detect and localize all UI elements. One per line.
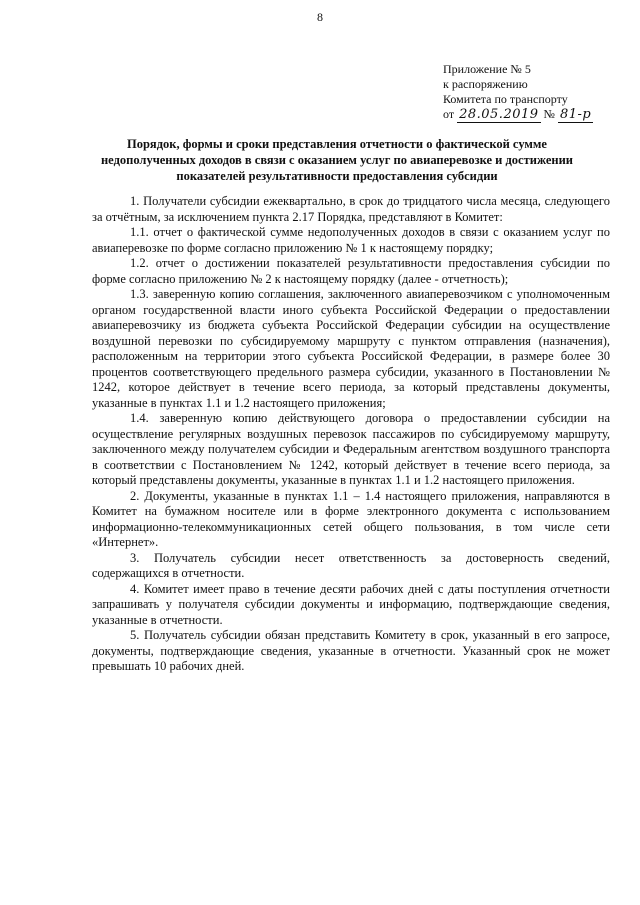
handwritten-number: 81-р bbox=[559, 107, 592, 122]
paragraph: 1.1. отчет о фактической сумме недополученных доходов в связи с оказанием услуг по авиаперевозке по форме согласно приложению № 1 к настоящему порядку; bbox=[92, 225, 610, 255]
number-prefix: № bbox=[543, 107, 555, 121]
paragraph: 4. Комитет имеет право в течение десяти рабочих дней с даты поступления отчетности запрашивать у получателя субсидии документы и информацию, подтверждающие сведения, указанные в отчетности. bbox=[92, 581, 610, 627]
paragraph: 1.2. отчет о достижении показателей результативности предоставления субсидии по форме согласно приложению № 2 к настоящему порядку (далее - отчетность); bbox=[92, 256, 610, 286]
paragraph: 5. Получатель субсидии обязан представить Комитету в срок, указанный в его запросе, документы, подтверждающие сведения, указанные в отчетности. Указанный срок не может превышать 10 рабочих дней. bbox=[92, 628, 610, 673]
paragraph: 2. Документы, указанные в пунктах 1.1 – 1.4 настоящего приложения, направляются в Комитет на бумажном носителе или в форме электронного документа с использованием информационно-телекоммуникационных сетей общего пользования, в том числе сети «Интернет». bbox=[92, 488, 610, 549]
appendix-line-2: к распоряжению bbox=[443, 77, 528, 91]
document-title: Порядок, формы и сроки представления отчетности о фактической сумме недополученных доходов в связи с оказанием услуг по авиаперевозке и достижении показателей результативности предоставления субсидии bbox=[100, 137, 574, 183]
paragraph: 1. Получатели субсидии ежеквартально, в срок до тридцатого числа месяца, следующего за отчётным, за исключением пункта 2.17 Порядка, представляют в Комитет: bbox=[92, 194, 610, 224]
paragraph: 1.3. заверенную копию соглашения, заключенного авиаперевозчиком с уполномоченным органом государственной власти иного субъекта Российской Федерации о предоставлении авиаперевозчику из бюджета субъекта Российской Федерации субсидии на осуществление воздушной перевозки по субсидируемому маршруту с пунктом отправления (назначения), расположенным на территории этого субъекта Российской Федерации, в размере более 30 процентов соответствующего предельного размера субсидии, указанного в Постановлении № 1242, которое действует в течение всего периода, за который представлены документы, указанные в пунктах 1.1 и 1.2 настоящего приложения; bbox=[92, 287, 610, 410]
appendix-header bbox=[443, 62, 623, 122]
paragraph: 1.4. заверенную копию действующего договора о предоставлении субсидии на осуществление регулярных воздушных перевозок пассажиров по субсидируемому маршруту, заключенного между получателем субсидии и Федеральным агентством воздушного транспорта в соответствии с Постановлением № 1242, который действует в течение всего периода, за который представлены документы, указанные в пунктах 1.1 и 1.2 настоящего приложения. bbox=[92, 411, 610, 487]
page-number: 8 bbox=[317, 10, 323, 24]
date-prefix: от bbox=[443, 107, 455, 121]
appendix-date-line bbox=[443, 107, 623, 122]
handwritten-date: 28.05.2019 bbox=[459, 107, 539, 122]
paragraph: 3. Получатель субсидии несет ответственность за достоверность сведений, содержащихся в отчетности. bbox=[92, 550, 610, 580]
document-body bbox=[92, 194, 610, 675]
appendix-line-3: Комитета по транспорту bbox=[443, 92, 568, 106]
appendix-line-1: Приложение № 5 bbox=[443, 62, 531, 76]
